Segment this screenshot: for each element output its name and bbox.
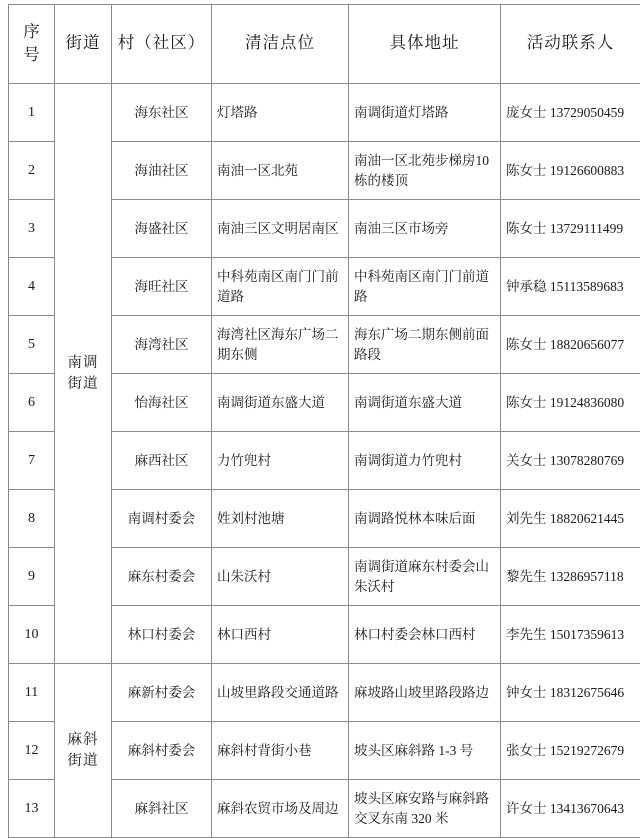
cell-address: 南油一区北苑步梯房10栋的楼顶 [349, 142, 501, 200]
cell-point: 中科苑南区南门门前道路 [212, 258, 349, 316]
column-header-contact: 活动联系人 [501, 5, 640, 84]
cell-contact: 张女士 15219272679 [501, 722, 640, 780]
cell-address: 坡头区麻斜路 1-3 号 [349, 722, 501, 780]
cell-address: 南油三区市场旁 [349, 200, 501, 258]
cell-point: 海湾社区海东广场二期东侧 [212, 316, 349, 374]
cell-village: 麻斜社区 [112, 780, 212, 838]
cell-street-group-line: 街道 [60, 374, 106, 395]
cell-contact: 庞女士 13729050459 [501, 84, 640, 142]
cell-address: 坡头区麻安路与麻斜路交叉东南 320 米 [349, 780, 501, 838]
cell-address: 南调路悦林本味后面 [349, 490, 501, 548]
cell-village: 海湾社区 [112, 316, 212, 374]
cell-index: 12 [9, 722, 55, 780]
cell-point: 山坡里路段交通道路 [212, 664, 349, 722]
column-header-address: 具体地址 [349, 5, 501, 84]
cell-point: 南油三区文明居南区 [212, 200, 349, 258]
cell-contact: 刘先生 18820621445 [501, 490, 640, 548]
cell-village: 海旺社区 [112, 258, 212, 316]
cell-contact: 钟承稳 15113589683 [501, 258, 640, 316]
cell-village: 麻西社区 [112, 432, 212, 490]
cell-index: 10 [9, 606, 55, 664]
cell-point: 山朱沃村 [212, 548, 349, 606]
table-row [9, 664, 640, 722]
cell-index: 2 [9, 142, 55, 200]
cell-address: 林口村委会林口西村 [349, 606, 501, 664]
cell-village: 南调村委会 [112, 490, 212, 548]
table-row [9, 84, 640, 142]
cell-contact: 钟女士 18312675646 [501, 664, 640, 722]
cell-index: 11 [9, 664, 55, 722]
cell-address: 南调街道灯塔路 [349, 84, 501, 142]
cell-point: 林口西村 [212, 606, 349, 664]
cell-index: 8 [9, 490, 55, 548]
cell-address: 中科苑南区南门门前道路 [349, 258, 501, 316]
cell-point: 灯塔路 [212, 84, 349, 142]
cell-village: 麻新村委会 [112, 664, 212, 722]
cell-contact: 陈女士 19126600883 [501, 142, 640, 200]
column-header-index [9, 5, 55, 84]
column-header-point: 清洁点位 [212, 5, 349, 84]
cell-index: 1 [9, 84, 55, 142]
cell-street-group-line: 南调 [60, 353, 106, 374]
cell-village: 海东社区 [112, 84, 212, 142]
cell-address: 南调街道力竹兜村 [349, 432, 501, 490]
cell-index: 7 [9, 432, 55, 490]
table-header-row [9, 5, 640, 84]
cell-street-group [55, 84, 112, 664]
cell-contact: 陈女士 19124836080 [501, 374, 640, 432]
cell-point: 南油一区北苑 [212, 142, 349, 200]
table-body [9, 84, 640, 838]
cell-address: 海东广场二期东侧前面路段 [349, 316, 501, 374]
cell-contact: 陈女士 13729111499 [501, 200, 640, 258]
cell-point: 麻斜农贸市场及周边 [212, 780, 349, 838]
cleaning-point-table [8, 4, 640, 838]
cell-point: 力竹兜村 [212, 432, 349, 490]
cell-village: 海盛社区 [112, 200, 212, 258]
cell-point: 姓刘村池塘 [212, 490, 349, 548]
column-header-index-char-2: 号 [14, 44, 49, 67]
cell-point: 南调街道东盛大道 [212, 374, 349, 432]
cell-index: 5 [9, 316, 55, 374]
cell-contact: 许女士 13413670643 [501, 780, 640, 838]
cell-village: 麻斜村委会 [112, 722, 212, 780]
cell-address: 南调街道东盛大道 [349, 374, 501, 432]
cell-index: 6 [9, 374, 55, 432]
cell-village: 海油社区 [112, 142, 212, 200]
cell-address: 南调街道麻东村委会山朱沃村 [349, 548, 501, 606]
cleaning-point-table-page [0, 4, 640, 712]
cell-contact: 关女士 13078280769 [501, 432, 640, 490]
column-header-street: 街道 [55, 5, 112, 84]
cell-street-group-line: 街道 [60, 751, 106, 772]
cell-street-group-line: 麻斜 [60, 730, 106, 751]
cell-index: 13 [9, 780, 55, 838]
cell-contact: 陈女士 18820656077 [501, 316, 640, 374]
column-header-village: 村（社区） [112, 5, 212, 84]
cell-village: 怡海社区 [112, 374, 212, 432]
cell-contact: 黎先生 13286957118 [501, 548, 640, 606]
column-header-index-char-1: 序 [14, 21, 49, 44]
cell-contact: 李先生 15017359613 [501, 606, 640, 664]
cell-point: 麻斜村背街小巷 [212, 722, 349, 780]
cell-index: 4 [9, 258, 55, 316]
cell-village: 林口村委会 [112, 606, 212, 664]
cell-village: 麻东村委会 [112, 548, 212, 606]
cell-index: 9 [9, 548, 55, 606]
cell-index: 3 [9, 200, 55, 258]
cell-street-group [55, 664, 112, 838]
cell-address: 麻坡路山坡里路段路边 [349, 664, 501, 722]
table-header [9, 5, 640, 84]
